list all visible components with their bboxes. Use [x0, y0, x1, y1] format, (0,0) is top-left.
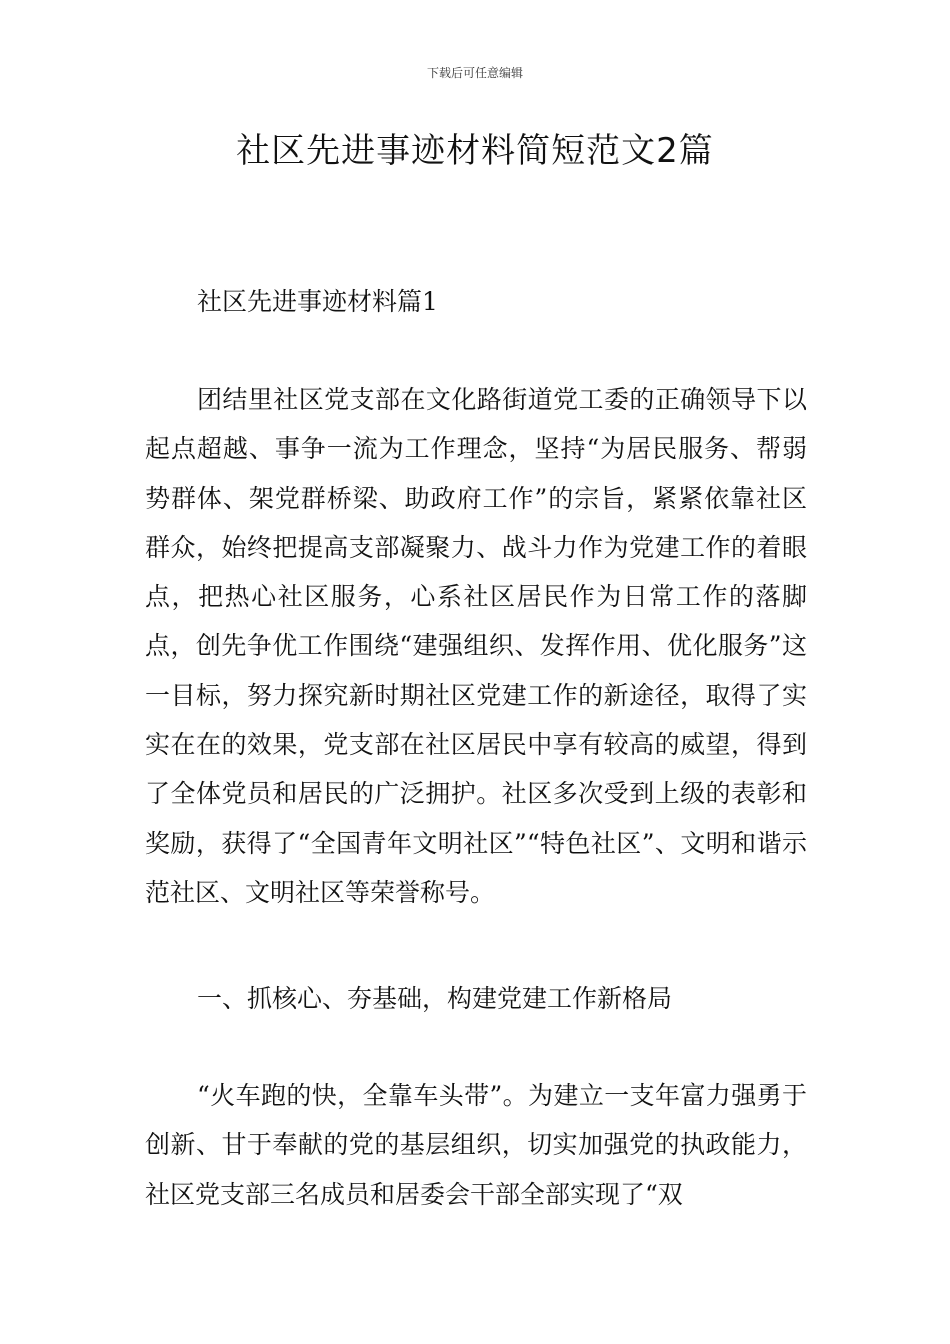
section-heading: 一、抓核心、夯基础，构建党建工作新格局 [197, 984, 673, 1013]
subheading: 社区先进事迹材料篇1 [197, 287, 438, 316]
header-note: 下载后可任意编辑 [426, 66, 523, 80]
paragraph-1: 团结里社区党支部在文化路街道党工委的正确领导下以起点超越、事争一流为工作理念，坚持“为居民服务、帮弱势群体、架党群桥梁、助政府工作”的宗旨，紧紧依靠社区群众，始终把提高支部凝聚力、战斗力作为党建工作的着眼点，把热心社区服务，心系社区居民作为日常工作的落脚点，创先争优工作围绕“建强组织、发挥作用、优化服务”这一目标，努力探究新时期社区党建工作的新途径，取得了实实在在的效果，党支部在社区居民中享有较高的威望，得到了全体党员和居民的广泛拥护。社区多次受到上级的表彰和奖励，获得了“全国青年文明社区”“特色社区”、文明和谐示范社区、文明社区等荣誉称号。 [145, 385, 807, 907]
paragraph-2: “火车跑的快，全靠车头带”。为建立一支年富力强勇于创新、甘于奉献的党的基层组织，切实加强党的执政能力，社区党支部三名成员和居委会干部全部实现了“双 [145, 1081, 807, 1209]
document-title: 社区先进事迹材料简短范文2篇 [236, 131, 714, 171]
